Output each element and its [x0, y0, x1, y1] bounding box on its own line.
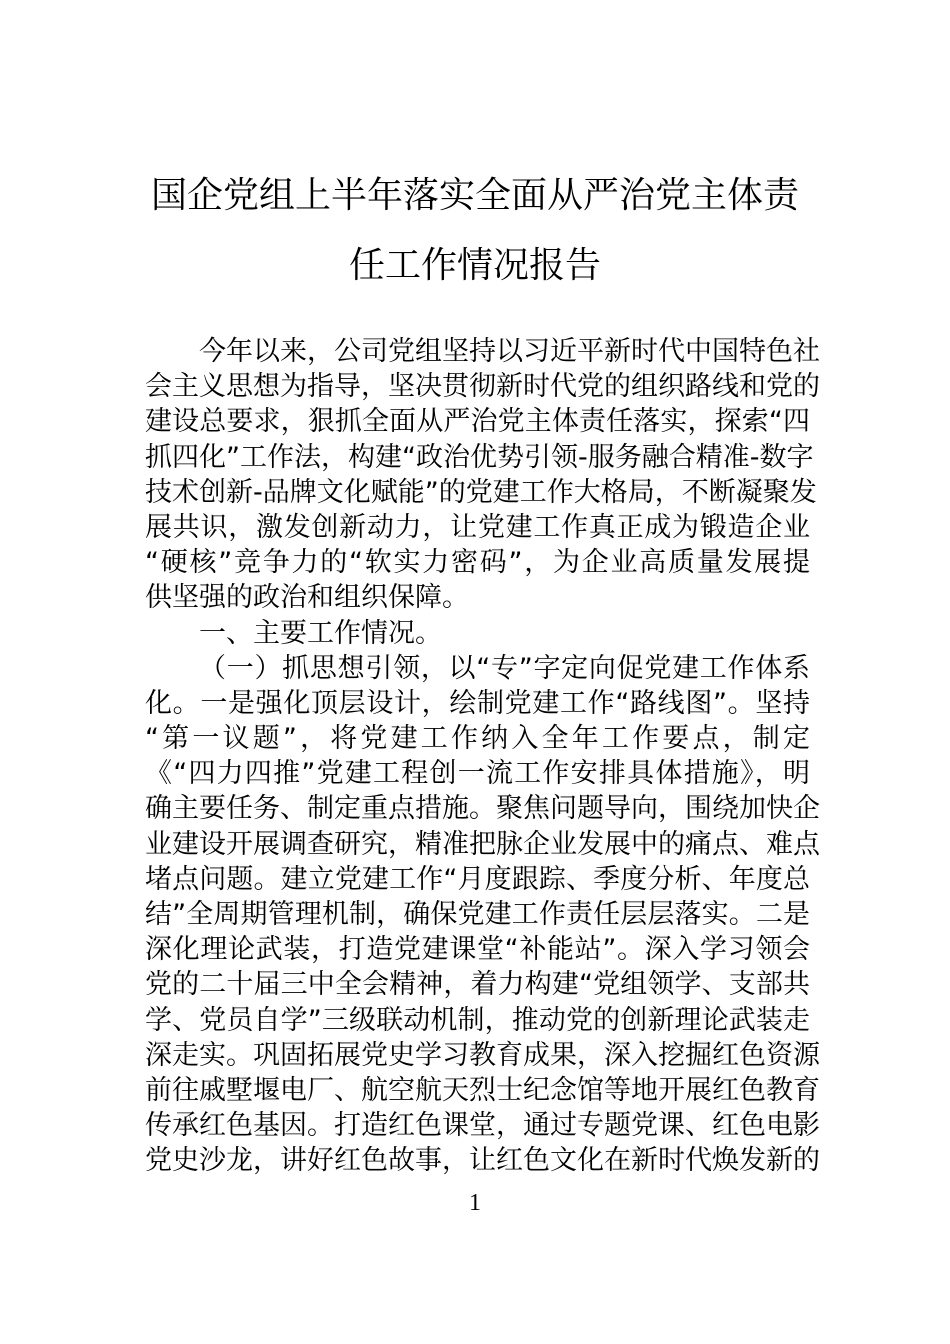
- document-title-line-2: 任工作情况报告: [348, 245, 601, 286]
- paragraph-3-line: 学、党员自学”三级联动机制，推动党的创新理论武装走: [145, 1004, 810, 1036]
- paragraph-3-line: 化。一是强化顶层设计，绘制党建工作“路线图”。坚持: [145, 687, 810, 719]
- paragraph-3-line: 《“四力四推”党建工程创一流工作安排具体措施》，明: [145, 758, 810, 790]
- paragraph-1-line: 抓四化”工作法，构建“政治优势引领-服务融合精准-数字: [145, 441, 814, 473]
- paragraph-3-line: 传承红色基因。打造红色课堂，通过专题党课、红色电影: [145, 1110, 820, 1142]
- paragraph-3-line: 党的二十届三中全会精神，着力构建“党组领学、支部共: [145, 969, 810, 1001]
- page-number: 1: [469, 1190, 481, 1216]
- paragraph-1-line: 展共识，激发创新动力，让党建工作真正成为锻造企业: [145, 511, 810, 543]
- section-heading: 一、主要工作情况。: [199, 617, 442, 649]
- paragraph-1-line: 建设总要求，狠抓全面从严治党主体责任落实，探索“四: [145, 406, 810, 438]
- paragraph-3-line: （一）抓思想引领，以“专”字定向促党建工作体系: [199, 652, 810, 684]
- paragraph-1-line: 技术创新-品牌文化赋能”的党建工作大格局，不断凝聚发: [145, 476, 817, 508]
- paragraph-3-line: 深化理论武装，打造党建课堂“补能站”。深入学习领会: [145, 934, 810, 966]
- document-title-line-1: 国企党组上半年落实全面从严治党主体责: [150, 175, 799, 216]
- paragraph-1-line: 供坚强的政治和组织保障。: [145, 582, 469, 614]
- paragraph-1-line: 会主义思想为指导，坚决贯彻新时代党的组织路线和党的: [145, 371, 820, 403]
- document-body: [145, 334, 820, 1179]
- paragraph-3-line: 党史沙龙，讲好红色故事，让红色文化在新时代焕发新的: [145, 1145, 820, 1177]
- paragraph-1-line: “硬核”竞争力的“软实力密码”，为企业高质量发展提: [145, 547, 810, 579]
- paragraph-3-line: 业建设开展调查研究，精准把脉企业发展中的痛点、难点: [145, 828, 820, 860]
- paragraph-3-line: 深走实。巩固拓展党史学习教育成果，深入挖掘红色资源: [145, 1039, 820, 1071]
- paragraph-3-line: 前往戚墅堰电厂、航空航天烈士纪念馆等地开展红色教育: [145, 1074, 820, 1106]
- paragraph-1-line: 今年以来，公司党组坚持以习近平新时代中国特色社: [199, 336, 820, 367]
- paragraph-3-line: 堵点问题。建立党建工作“月度跟踪、季度分析、年度总: [145, 863, 810, 895]
- paragraph-3-line: “第一议题”，将党建工作纳入全年工作要点，制定: [145, 723, 810, 755]
- paragraph-3-line: 确主要任务、制定重点措施。聚焦问题导向，围绕加快企: [145, 793, 820, 825]
- paragraph-3-line: 结”全周期管理机制，确保党建工作责任层层落实。二是: [145, 899, 810, 930]
